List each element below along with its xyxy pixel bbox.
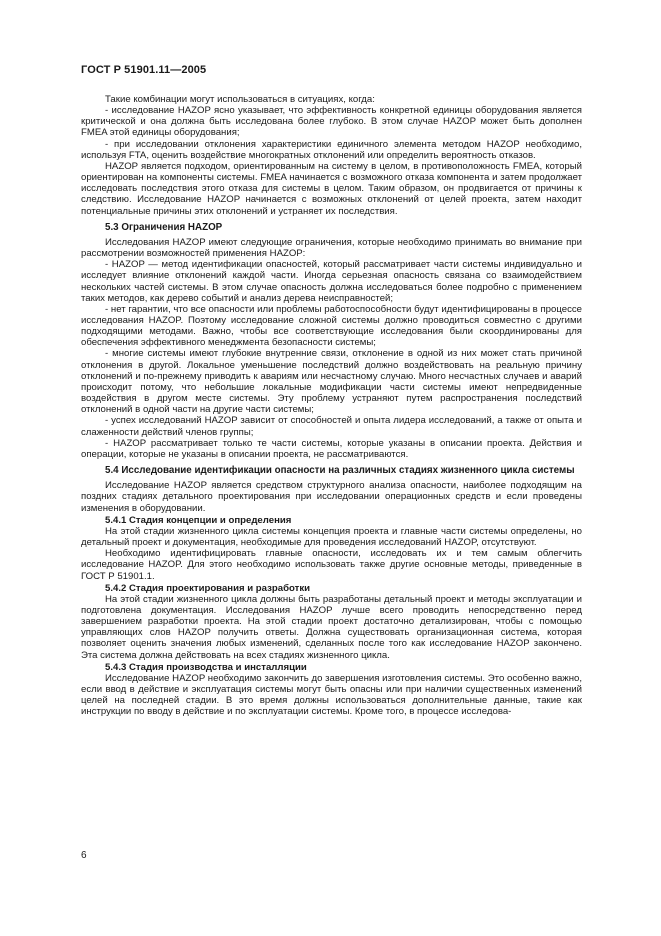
paragraph: - HAZOP — метод идентификации опасностей, который рассматривает части системы индивидуально и исследует влияние отклонений каждой части. Иногда серьезная опасность связана со взаимодействием нескольких частей системы. В этом случае опасность должна исследоваться более подробно с применением таких методов, как дерево событий и анализ дерева неисправностей; xyxy=(81,259,582,304)
paragraph: На этой стадии жизненного цикла системы концепция проекта и главные части системы определены, но детальный проект и документация, необходимые для проведения исследований HAZOP, отсутствуют. xyxy=(81,525,582,549)
page-number: 6 xyxy=(81,850,87,861)
subsection-heading: 5.4.1 Стадия концепции и определения xyxy=(105,514,292,526)
section-heading: 5.3 Ограничения HAZOP xyxy=(105,221,223,233)
paragraph: - HAZOP рассматривает только те части системы, которые указаны в описании проекта. Действия и операции, которые не указаны в описании проекта, не рассматриваются. xyxy=(81,437,582,460)
paragraph: Исследование HAZOP является средством структурного анализа опасности, наиболее подходящим на поздних стадиях детального проектирования при исследовании операционных средств и если проведены изменения в оборудовании. xyxy=(81,480,582,514)
paragraph: Такие комбинации могут использоваться в ситуациях, когда: xyxy=(105,94,375,105)
subsection-heading: 5.4.2 Стадия проектирования и разработки xyxy=(105,582,311,594)
paragraph: - нет гарантии, что все опасности или проблемы работоспособности будут идентифицированы в процессе исследования HAZOP. Поэтому исследование сложной системы должно проводиться совместно с другими подходящими методами. Важно, чтобы все соответствующие исследования были скоординированы для обеспечения эффективного менеджмента безопасности системы; xyxy=(81,303,582,349)
paragraph: Исследования HAZOP имеют следующие ограничения, которые необходимо принимать во внимание при рассмотрении возможностей применения HAZOP: xyxy=(81,236,582,260)
paragraph: HAZOP является подходом, ориентированным на систему в целом, в противоположность FMEA, который ориентирован на компоненты системы. FMEA начинается с возможного отказа компонента и затем продолжает исследовать последствия этого отказа для системы в целом. Таким образом, он продвигается от причины к следствию. Исследование HAZOP начинается с возможных отклонений от целей проекта, затем находит потенциальные причины этих отклонений и устраняет их последствия. xyxy=(81,160,582,217)
paragraph: - при исследовании отклонения характеристики единичного элемента методом HAZOP необходимо, используя FTA, оценить воздействие многократных отклонений или определить вероятность отказов. xyxy=(81,138,582,161)
paragraph: - исследование HAZOP ясно указывает, что эффективность конкретной единицы оборудования является критической и она должна быть исследована более глубоко. В этом случае HAZOP может быть дополнен FMEA этой единицы оборудования; xyxy=(81,105,582,139)
paragraph: Исследование HAZOP необходимо закончить до завершения изготовления системы. Это особенно важно, если ввод в действие и эксплуатация системы могут быть опасны или при наличии существенных изменений целей на последней стадии. В это время должны использоваться дополнительные данные, такие как инструкции по вводу в действие и по эксплуатации системы. Кроме того, в процессе исследова- xyxy=(81,672,582,718)
paragraph: - многие системы имеют глубокие внутренние связи, отклонение в одной из них может стать причиной отклонения в другой. Локальное уменьшение последствий должно воздействовать на реальную причину отклонений и по-прежнему приводить к авариям или несчастному случаю. Много несчастных случаев и аварий происходит потому, что небольшие локальные модификации части системы имеют непредвиденные воздействия в другом месте системы. Эту проблему устраняют путем распространения последствий отклонений в одной части на другие части системы; xyxy=(81,348,582,416)
document-id: ГОСТ Р 51901.11—2005 xyxy=(81,64,207,76)
section-heading: 5.4 Исследование идентификации опасности на различных стадиях жизненного цикла системы xyxy=(105,465,575,477)
subsection-heading: 5.4.3 Стадия производства и инсталляции xyxy=(105,661,307,673)
paragraph: На этой стадии жизненного цикла должны быть разработаны детальный проект и методы эксплуатации и подготовлена документация. Исследования HAZOP лучше всего проводить непосредственно перед завершением разработки проекта. На этой стадии проект достаточно детализирован, чтобы с помощью управляющих слов HAZOP получить ответы. Должна существовать организационная система, которая позволяет оценить значения любых изменений, сделанных после того как исследование HAZOP закончено. Эта система должна действовать на всех стадиях жизненного цикла. xyxy=(81,593,582,661)
paragraph: - успех исследований HAZOP зависит от способностей и опыта лидера исследований, а также от опыта и слаженности действий членов группы; xyxy=(81,415,582,438)
page-body xyxy=(81,94,582,718)
document-header xyxy=(81,64,206,76)
paragraph: Необходимо идентифицировать главные опасности, исследовать их и тем самым облегчить исследование HAZOP. Для этого необходимо использовать также другие основные методы, приведенные в ГОСТ Р 51901.1. xyxy=(81,548,582,582)
